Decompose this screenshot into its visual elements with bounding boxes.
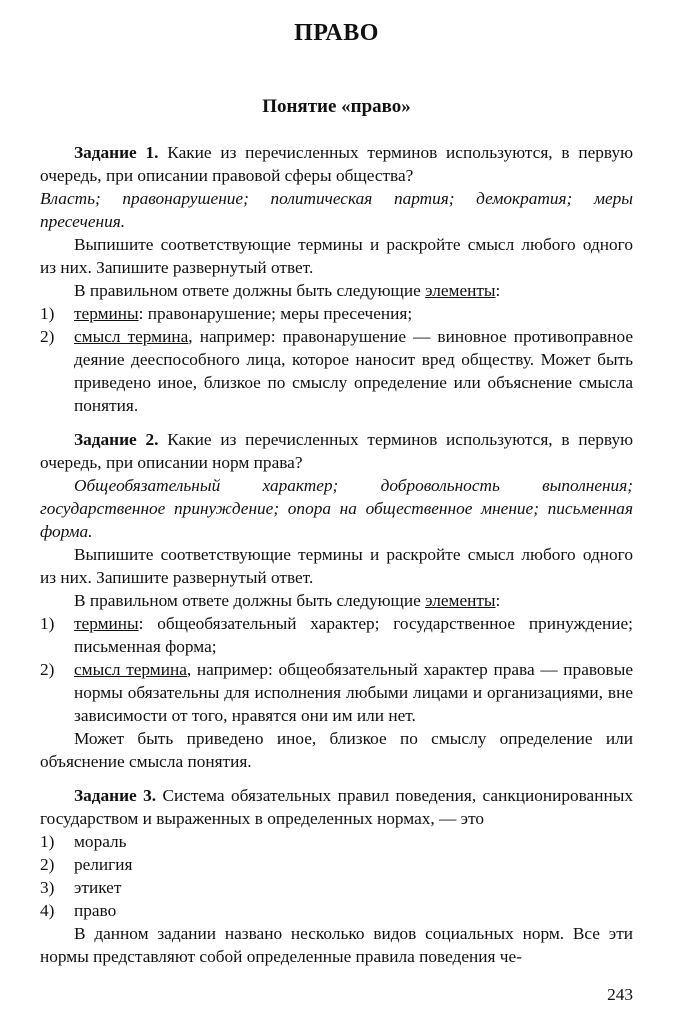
task1-elements-intro: В правильном ответе должны быть следующие элементы: (74, 281, 501, 300)
page-content (40, 141, 633, 968)
task3-option-1: 1) мораль (40, 832, 127, 851)
section-title: Понятие «право» (262, 96, 411, 117)
task3-option-4: 4) право (40, 901, 117, 920)
task3-label: Задание 3. (74, 786, 157, 805)
task3-option-3: 3) этикет (40, 878, 122, 897)
task1-options: Власть; правонарушение; политическая партия; демократия; меры пресечения. (40, 189, 633, 231)
task1-question: Задание 1. Какие из перечисленных терминов используются, в первую очередь, при описании правовой сферы общества? (40, 143, 633, 185)
task3-question: Задание 3. Система обязательных правил поведения, санкционированных государством и выраженных в определенных нормах, — это (40, 786, 633, 828)
task1-item-2: 2) смысл термина, например: правонарушение — виновное противоправное деяние дееспособного лица, которое наносит вред обществу. Может быть приведено иное, близкое по смыслу определение или объяснение смысла понятия. (40, 327, 633, 415)
task2-item-2: 2) смысл термина, например: общеобязательный характер права — правовые нормы обязательны для исполнения любыми лицами и организациями, вне зависимости от того, нравятся они им или нет. (40, 660, 633, 725)
task2-question: Задание 2. Какие из перечисленных терминов используются, в первую очередь, при описании норм права? (40, 430, 633, 472)
task2-note: Может быть приведено иное, близкое по смыслу определение или объяснение смысла понятия. (40, 729, 633, 771)
task2-label: Задание 2. (74, 430, 159, 449)
chapter-title: ПРАВО (294, 20, 379, 46)
task3-explanation: В данном задании названо несколько видов социальных норм. Все эти нормы представляют собой определенные правила поведения че- (40, 924, 633, 966)
task2-item-1: 1) термины: общеобязательный характер; государственное принуждение; письменная форма; (40, 614, 633, 656)
task1-item-1: 1) термины: правонарушение; меры пресечения; (40, 304, 413, 323)
page-number: 243 (607, 985, 633, 1004)
task1-label: Задание 1. (74, 143, 159, 162)
task2-elements-intro: В правильном ответе должны быть следующие элементы: (74, 591, 501, 610)
book-page (40, 0, 633, 1024)
task3-option-2: 2) религия (40, 855, 133, 874)
task2-instruction: Выпишите соответствующие термины и раскройте смысл любого одного из них. Запишите развернутый ответ. (40, 545, 633, 587)
task2-options: Общеобязательный характер; добровольность выполнения; государственное принуждение; опора на общественное мнение; письменная форма. (40, 476, 633, 541)
task1-instruction: Выпишите соответствующие термины и раскройте смысл любого одного из них. Запишите развернутый ответ. (40, 235, 633, 277)
